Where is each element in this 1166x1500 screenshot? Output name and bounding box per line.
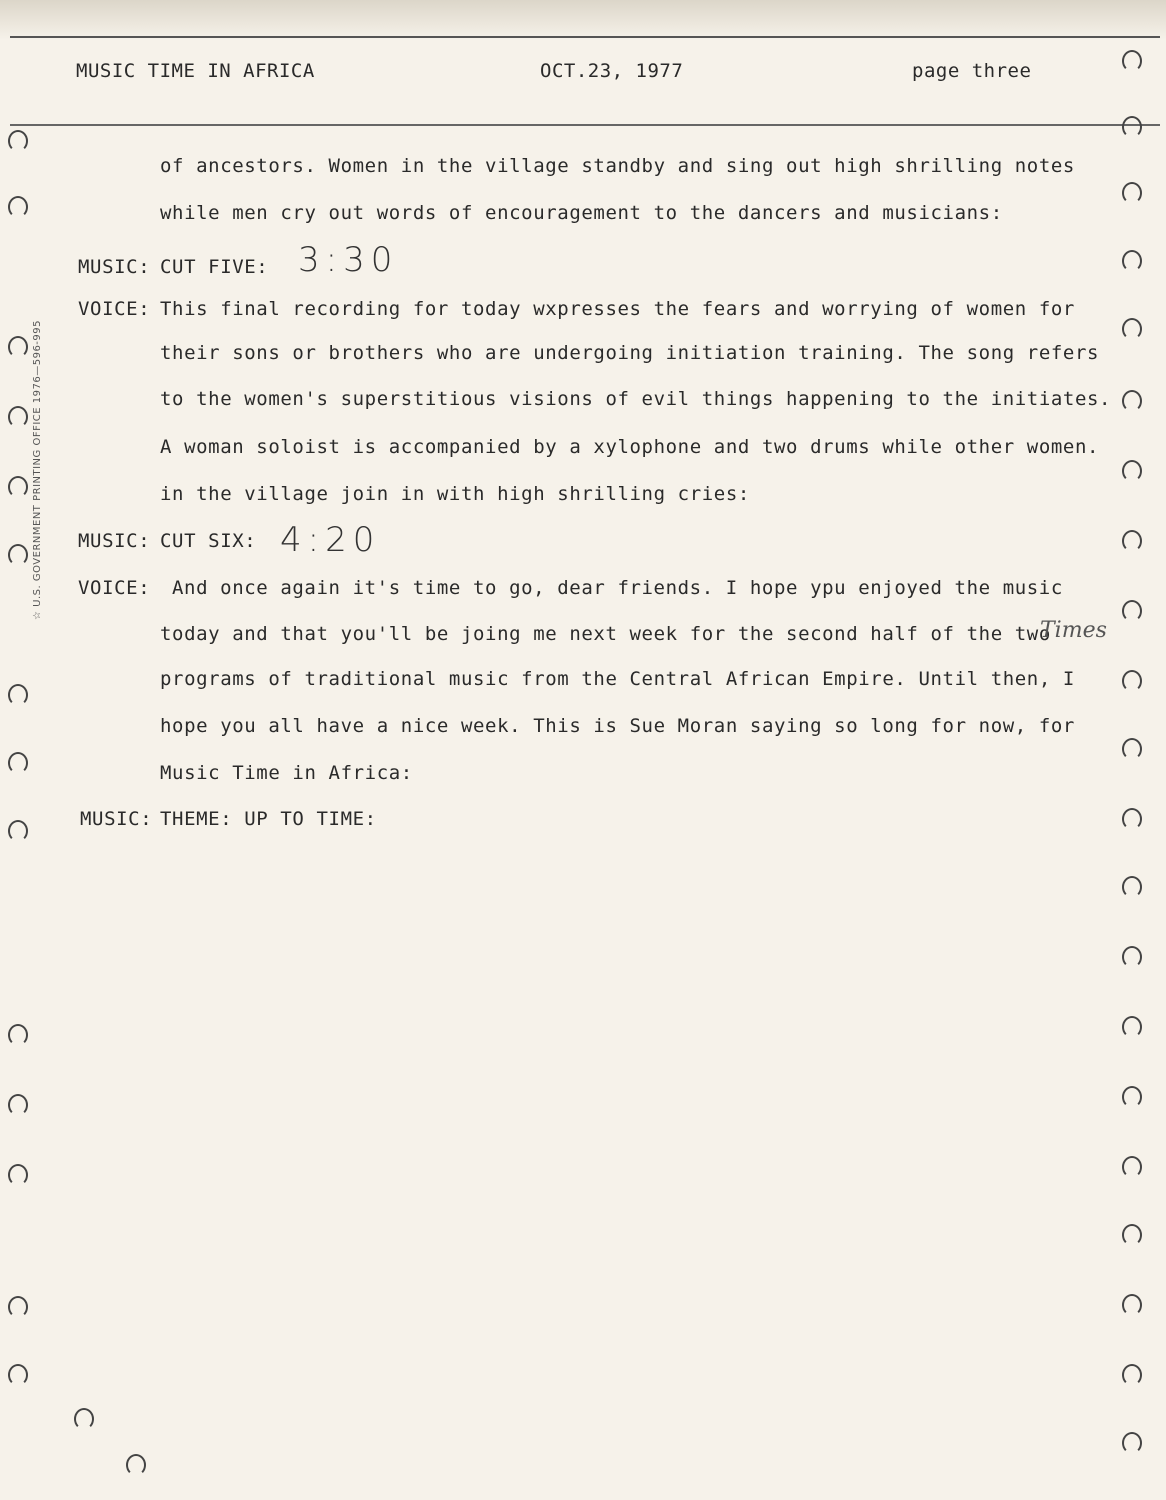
script-date: OCT.23, 1977 <box>540 60 684 82</box>
body-line-2: while men cry out words of encouragement to the dancers and musicians: <box>160 202 1003 224</box>
voice-two-line-3: programs of traditional music from the Central African Empire. Until then, I <box>160 668 1075 690</box>
theme-label: MUSIC: <box>80 808 153 830</box>
cue-five-text: CUT FIVE: <box>160 256 269 278</box>
sprocket-hole <box>8 1364 28 1386</box>
sprocket-hole <box>8 196 28 218</box>
voice-two-line-5: Music Time in Africa: <box>160 762 413 784</box>
voice-one-line-2: their sons or brothers who are undergoing initiation training. The song refers <box>160 342 1100 364</box>
voice-two-line-2: today and that you'll be joing me next week for the second half of the two <box>160 623 1051 645</box>
sprocket-hole <box>1122 1294 1142 1316</box>
voice-two-label: VOICE: <box>78 577 151 599</box>
cue-six-label: MUSIC: <box>78 530 151 552</box>
script-title: MUSIC TIME IN AFRICA <box>76 60 315 82</box>
sprocket-hole <box>8 684 28 706</box>
voice-two-line-4: hope you all have a nice week. This is Sue Moran saying so long for now, for <box>160 715 1075 737</box>
sprocket-hole <box>8 476 28 498</box>
sprocket-hole <box>1122 460 1142 482</box>
sprocket-hole <box>1122 1432 1142 1454</box>
sprocket-hole <box>1122 1156 1142 1178</box>
voice-one-line-1: This final recording for today wxpresses the fears and worrying of women for <box>160 298 1075 320</box>
sprocket-hole <box>1122 250 1142 272</box>
theme-text: THEME: UP TO TIME: <box>160 808 377 830</box>
sprocket-hole <box>126 1454 146 1476</box>
sprocket-hole <box>1122 50 1142 72</box>
voice-one-line-4: A woman soloist is accompanied by a xylophone and two drums while other women. <box>160 436 1100 458</box>
header-rule <box>10 124 1160 126</box>
sprocket-hole <box>1122 808 1142 830</box>
sprocket-hole <box>1122 670 1142 692</box>
voice-one-line-5: in the village join in with high shrilling cries: <box>160 483 750 505</box>
voice-two-line-1: And once again it's time to go, dear friends. I hope ypu enjoyed the music <box>172 577 1063 599</box>
sprocket-hole <box>1122 600 1142 622</box>
sprocket-hole <box>1122 1224 1142 1246</box>
sprocket-hole <box>8 544 28 566</box>
sprocket-hole <box>1122 1364 1142 1386</box>
sprocket-hole <box>8 130 28 152</box>
top-rule <box>10 36 1160 38</box>
sprocket-hole <box>8 1296 28 1318</box>
sprocket-hole <box>1122 876 1142 898</box>
sprocket-hole <box>8 336 28 358</box>
cue-six-text: CUT SIX: <box>160 530 257 552</box>
sprocket-hole <box>1122 1016 1142 1038</box>
sprocket-hole <box>1122 390 1142 412</box>
sprocket-hole <box>1122 946 1142 968</box>
sprocket-hole <box>1122 1086 1142 1108</box>
sprocket-hole <box>8 752 28 774</box>
handwritten-note-times: Times <box>1040 618 1107 643</box>
sprocket-hole <box>8 1094 28 1116</box>
sprocket-hole <box>1122 182 1142 204</box>
margin-printer-imprint: ☆ U.S. GOVERNMENT PRINTING OFFICE 1976—596-995 <box>32 319 43 620</box>
sprocket-hole <box>1122 318 1142 340</box>
sprocket-hole <box>1122 116 1142 138</box>
sprocket-hole <box>74 1408 94 1430</box>
body-line-1: of ancestors. Women in the village standby and sing out high shrilling notes <box>160 155 1075 177</box>
sprocket-hole <box>1122 530 1142 552</box>
sprocket-hole <box>8 820 28 842</box>
torn-top-edge <box>0 0 1166 40</box>
voice-one-line-3: to the women's superstitious visions of evil things happening to the initiates. <box>160 388 1112 410</box>
handwritten-time-cut-six: 4:20 <box>280 520 381 560</box>
sprocket-hole <box>8 1164 28 1186</box>
handwritten-time-cut-five: 3:30 <box>298 240 399 280</box>
voice-one-label: VOICE: <box>78 298 151 320</box>
sprocket-hole <box>1122 738 1142 760</box>
page-number: page three <box>912 60 1032 82</box>
sprocket-hole <box>8 406 28 428</box>
sprocket-hole <box>8 1024 28 1046</box>
cue-five-label: MUSIC: <box>78 256 151 278</box>
